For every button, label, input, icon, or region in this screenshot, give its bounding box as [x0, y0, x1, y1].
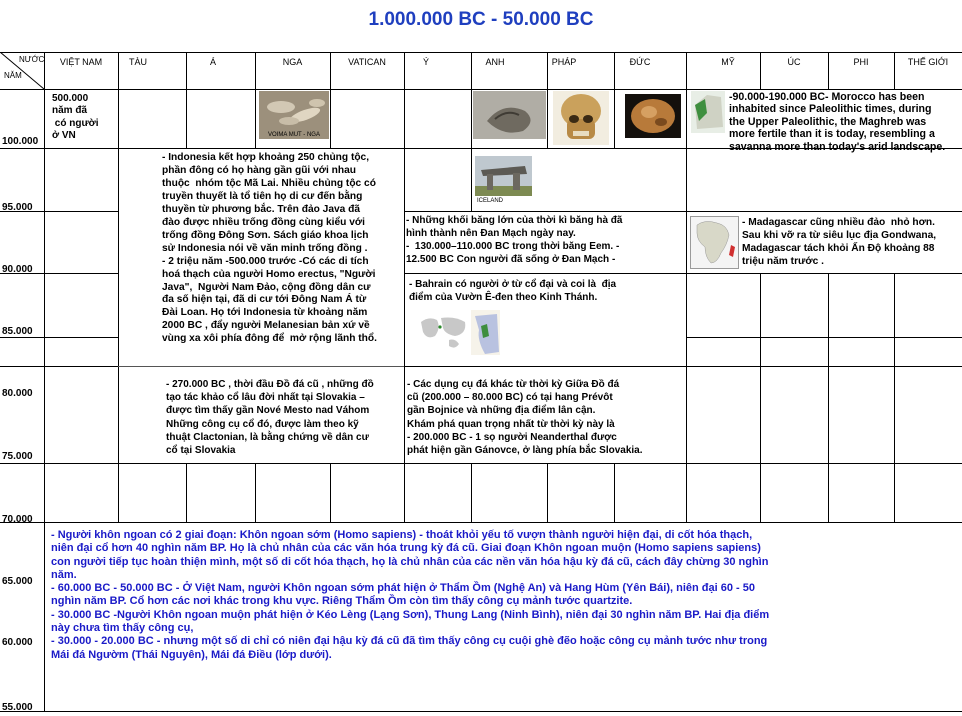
- stone-artifact-photo: [473, 91, 546, 139]
- mammoth-photo-caption: VOIMA MUT - NGA: [268, 132, 320, 138]
- corner-country-label: NƯỚC: [19, 55, 45, 64]
- denmark-note: - Những khối băng lớn của thời kì băng hà đã hình thành nên Đan Mạch ngày nay. - 130.000–110.000 BC trong thời băng Eem. - 12.500 BC Con người đã sống ở Đan Mạch -: [406, 215, 623, 265]
- header-asia: Á: [209, 57, 216, 67]
- year-label: 80.000: [2, 388, 33, 399]
- year-label: 85.000: [2, 326, 33, 337]
- grid-line: [894, 273, 895, 522]
- mammoth-bones-photo: [259, 91, 329, 139]
- africa-map-illustration: [691, 217, 738, 268]
- year-label: 70.000: [2, 514, 33, 525]
- header-germany: ĐỨC: [629, 57, 651, 67]
- fossil-illustration: [625, 94, 681, 138]
- corner-year-label: NĂM: [4, 71, 22, 80]
- header-england: ANH: [485, 57, 505, 67]
- header-vietnam: VIỆT NAM: [59, 57, 103, 67]
- grid-line: [0, 52, 962, 53]
- grid-line: [686, 337, 962, 338]
- skull-illustration: [553, 91, 609, 145]
- iceland-dolmen-photo: [475, 156, 532, 205]
- grid-line: [255, 463, 256, 522]
- year-label: 55.000: [2, 702, 33, 713]
- bahrain-map-illustration: [415, 310, 500, 355]
- grid-line: [0, 522, 962, 523]
- year-label: 75.000: [2, 451, 33, 462]
- grid-line: [760, 273, 761, 522]
- vietnam-note: 500.000 năm đã có người ở VN: [52, 93, 99, 141]
- year-label: 65.000: [2, 576, 33, 587]
- skull-photo: [553, 91, 609, 145]
- year-label: 60.000: [2, 637, 33, 648]
- grid-line: [547, 463, 548, 522]
- year-label: 100.000: [2, 136, 39, 147]
- iceland-caption: ICELAND: [477, 198, 504, 204]
- header-world: THẾ GIỚI: [907, 57, 949, 67]
- madagascar-note: - Madagascar cũng nhiều đảo nhỏ hơn. Sau khi vỡ ra từ siêu lục địa Gondwana, Madagascar tách khỏi Ấn Độ khoảng 88 triệu năm trước .: [742, 217, 937, 267]
- morocco-note: -90.000-190.000 BC- Morocco has been inhabited since Paleolithic times, during the Upper Paleolithic, the Maghreb was more fertile than it is today, resembling a savanna more than today's arid landscape.: [729, 91, 946, 153]
- grid-line: [44, 52, 45, 711]
- year-label: 90.000: [2, 264, 33, 275]
- prevot-note: - Các dụng cụ đá khác từ thời kỳ Giữa Đồ đá cũ (200.000 – 80.000 BC) có tại hang Prévôt gần Bojnice và những địa điểm lân cận. Khám phá quan trọng nhất từ thời kỳ này là - 200.000 BC - 1 sọ người Neanderthal được phát hiện gần Gánovce, ở làng phía bắc Slovakia.: [407, 379, 643, 457]
- header-australia: ÚC: [787, 57, 801, 67]
- header-italy: Ý: [422, 57, 429, 67]
- grid-line: [404, 211, 962, 212]
- grid-line: [186, 463, 187, 522]
- grid-line: [686, 52, 687, 522]
- grid-line: [118, 52, 119, 522]
- header-africa: PHI: [853, 57, 869, 67]
- bahrain-note: - Bahrain có người ở từ cổ đại và coi là địa điểm của Vườn Ê-đen theo Kinh Thánh.: [409, 279, 617, 303]
- slovakia-note: - 270.000 BC , thời đầu Đồ đá cũ , những đồ tạo tác khảo cổ lâu đời nhất tại Slovakia – được tìm thấy gần Nové Mesto nad Váhom Những công cụ cổ đó, được làm theo kỹ thuật Clactonian, là bằng chứng về dân cư cổ tại Slovakia: [166, 379, 374, 457]
- grid-line: [471, 52, 472, 212]
- grid-line: [330, 463, 331, 522]
- grid-line: [404, 52, 405, 522]
- morocco-map-image: [691, 91, 725, 133]
- grid-line: [404, 273, 962, 274]
- stone-illustration: [473, 91, 546, 139]
- grid-line: [828, 273, 829, 522]
- grid-line: [0, 89, 962, 90]
- year-label: 95.000: [2, 202, 33, 213]
- header-china: TÀU: [129, 57, 147, 67]
- indonesia-divider: [118, 366, 404, 367]
- header-usa: MỸ: [721, 57, 735, 67]
- morocco-map-illustration: [691, 91, 725, 133]
- indonesia-note: - Indonesia kết hợp khoảng 250 chủng tộc, phần đông có họ hàng gần gũi với nhau thuộc nhóm tộc Mã Lai. Nhiều chủng tộc có truyền thuyết là tổ tiên họ di cư đến bằng thuyền từ phương bắc. Trên đảo Java đã đào được nhiều trống đồng cùng kiểu với trống đồng Đông Sơn. Sách giáo khoa lịch sử Indonesia nói về văn minh trống đồng . - 2 triệu năm -500.000 trước -Có các di tích hoá thạch của người Homo erectus, "Người Java", Người Nam Đảo, cộng đồng dân cư đa số hiện tại, đã di cư tới Đông Nam Á từ Đài Loan. Họ tới Indonesia từ khoảng năm 2000 BC , đẩy người Melanesian bản xứ về vùng xa xôi phía đông để mở rộng lãnh thổ.: [162, 152, 377, 345]
- grid-line: [0, 711, 962, 712]
- grid-line: [0, 337, 118, 338]
- fossil-skull-photo: [625, 94, 681, 138]
- homo-sapiens-note: - Người khôn ngoan có 2 giai đoạn: Khôn ngoan sớm (Homo sapiens) - thoát khỏi yếu tố vượn thành người hiện đại, di cốt hóa thạch, niên đại cổ hơn 40 nghìn năm BP. Họ là chủ nhân của các văn hóa trung kỳ đá cũ. Giai đoạn Khôn ngoan muộn (Homo sapiens sapiens) con người tiếp tục hoàn thiện mình, một số di cốt hóa thạch, họ là chủ nhân của các nền văn hóa hậu kỳ đá cũ, cách đây chừng 30 nghìn năm. - 60.000 BC - 50.000 BC - Ở Việt Nam, người Khôn ngoan sớm phát hiện ở Thẩm Ồm (Nghệ An) và Hang Hùm (Yên Bái), niên đại 60 - 50 nghìn năm BP. Cổ hơn các nơi khác trong khu vực. Riêng Thẩm Ồm còn tìm thấy công cụ mảnh tước quartzite. - 30.000 BC -Người Khôn ngoan muộn phát hiện ở Kéo Lèng (Lạng Sơn), Thung Lang (Ninh Bình), niên đại 30 nghìn năm BP. Hai địa điểm này chưa tìm thấy công cụ, - 30.000 - 20.000 BC - nhưng một số di chỉ có niên đại hậu kỳ đá cũ đã tìm thấy công cụ cuội ghè đẽo hoặc công cụ mảnh tước như trong Mái đá Ngườm (Thái Nguyên), Mái đá Điều (lớp dưới).: [51, 529, 770, 661]
- header-france: PHÁP: [551, 57, 577, 67]
- grid-line: [471, 463, 472, 522]
- header-russia: NGA: [282, 57, 303, 67]
- madagascar-map-image: [690, 216, 739, 269]
- grid-line: [614, 463, 615, 522]
- grid-line: [0, 463, 962, 464]
- header-vatican: VATICAN: [348, 57, 386, 67]
- page-title: 1.000.000 BC - 50.000 BC: [368, 9, 594, 30]
- bahrain-map-image: [415, 310, 500, 355]
